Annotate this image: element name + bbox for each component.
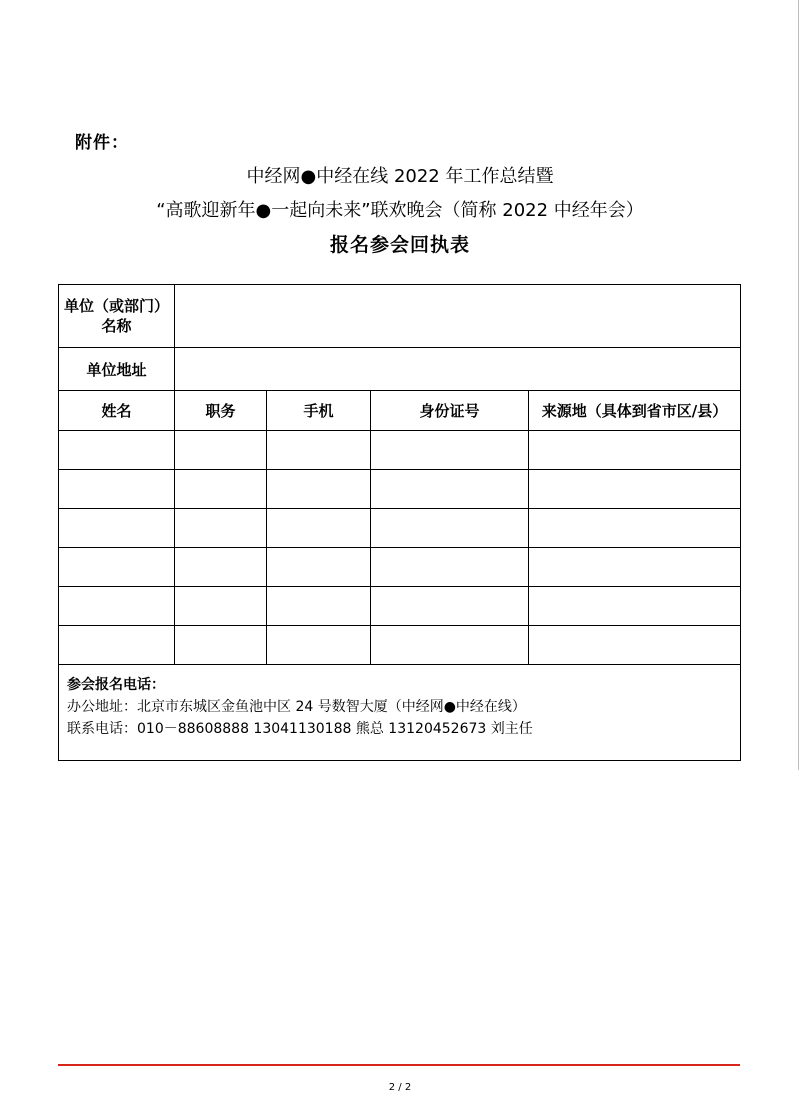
name-cell[interactable] (59, 470, 175, 509)
footer-rule (58, 1064, 740, 1066)
header-id-number: 身份证号 (371, 391, 529, 431)
header-name: 姓名 (59, 391, 175, 431)
position-cell[interactable] (175, 548, 267, 587)
title-line-1: 中经网●中经在线 2022 年工作总结暨 (246, 166, 554, 187)
unit-name-row (59, 285, 741, 348)
id-number-cell[interactable] (371, 470, 529, 509)
unit-address-row (59, 348, 741, 391)
header-origin: 来源地（具体到省市区/县） (529, 391, 741, 431)
name-cell[interactable] (59, 548, 175, 587)
mobile-cell[interactable] (267, 431, 371, 470)
origin-cell[interactable] (529, 548, 741, 587)
unit-name-field[interactable] (175, 285, 741, 348)
table-row (59, 626, 741, 665)
title-line-2: “高歌迎新年●一起向未来”联欢晚会（简称 2022 中经年会） (156, 200, 644, 221)
table-row (59, 587, 741, 626)
column-header-row (59, 391, 741, 431)
page-edge-line (798, 0, 799, 770)
unit-name-label-line2: 名称 (101, 317, 132, 335)
table-row (59, 470, 741, 509)
id-number-cell[interactable] (371, 548, 529, 587)
mobile-cell[interactable] (267, 548, 371, 587)
contact-phone: 联系电话：010－88608888 13041130188 熊总 13120452673 刘主任 (67, 721, 533, 737)
contact-info-row (59, 665, 741, 761)
position-cell[interactable] (175, 509, 267, 548)
id-number-cell[interactable] (371, 431, 529, 470)
registration-form-table (58, 284, 741, 761)
name-cell[interactable] (59, 431, 175, 470)
unit-name-label (59, 285, 175, 348)
name-cell[interactable] (59, 587, 175, 626)
id-number-cell[interactable] (371, 626, 529, 665)
mobile-cell[interactable] (267, 587, 371, 626)
name-cell[interactable] (59, 509, 175, 548)
origin-cell[interactable] (529, 470, 741, 509)
unit-name-label-line1: 单位（或部门） (63, 297, 169, 315)
office-address: 办公地址：北京市东城区金鱼池中区 24 号数智大厦（中经网●中经在线） (67, 699, 526, 715)
id-number-cell[interactable] (371, 509, 529, 548)
header-mobile: 手机 (267, 391, 371, 431)
table-row (59, 548, 741, 587)
position-cell[interactable] (175, 626, 267, 665)
id-number-cell[interactable] (371, 587, 529, 626)
page-number: 2 / 2 (388, 1082, 412, 1093)
table-row (59, 509, 741, 548)
origin-cell[interactable] (529, 626, 741, 665)
origin-cell[interactable] (529, 431, 741, 470)
table-row (59, 431, 741, 470)
position-cell[interactable] (175, 587, 267, 626)
mobile-cell[interactable] (267, 470, 371, 509)
contact-title: 参会报名电话： (67, 677, 165, 693)
contact-info-cell (59, 665, 741, 761)
position-cell[interactable] (175, 470, 267, 509)
mobile-cell[interactable] (267, 626, 371, 665)
form-title: 报名参会回执表 (329, 234, 470, 256)
position-cell[interactable] (175, 431, 267, 470)
unit-address-field[interactable] (175, 348, 741, 391)
origin-cell[interactable] (529, 587, 741, 626)
name-cell[interactable] (59, 626, 175, 665)
attachment-label: 附件： (75, 133, 129, 153)
origin-cell[interactable] (529, 509, 741, 548)
header-position: 职务 (175, 391, 267, 431)
unit-address-label: 单位地址 (59, 348, 175, 391)
mobile-cell[interactable] (267, 509, 371, 548)
